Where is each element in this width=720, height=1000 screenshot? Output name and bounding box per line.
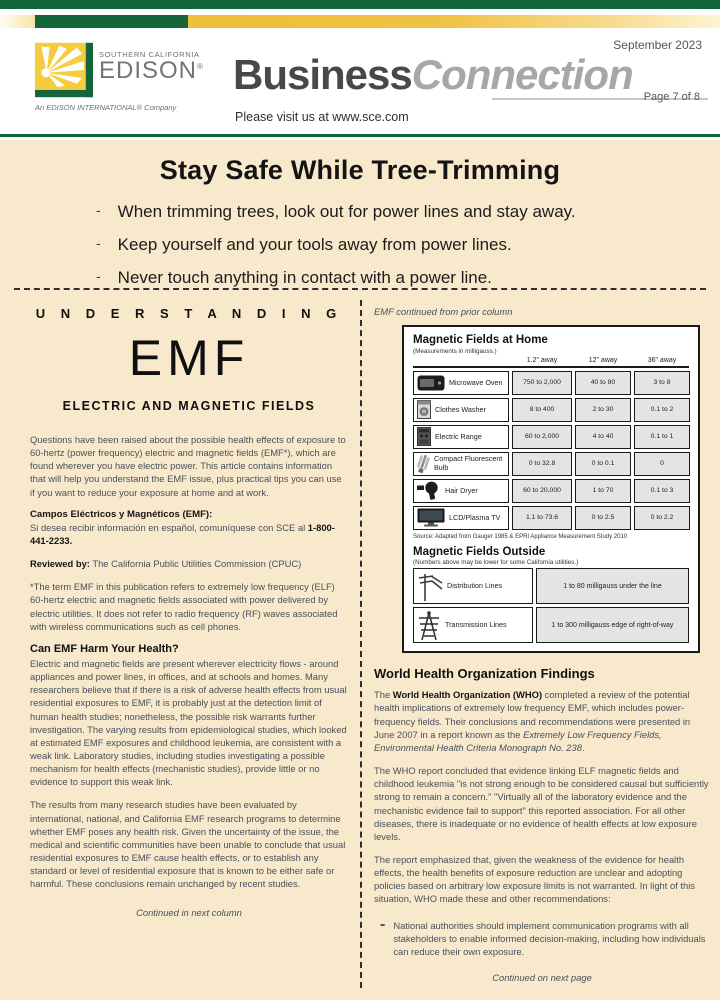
table-value: 0 to 0.1 bbox=[575, 452, 631, 476]
home-table-subtitle: (Measurements in milligauss.) bbox=[413, 347, 497, 355]
table-row-label bbox=[413, 506, 509, 530]
reviewed-by-line bbox=[30, 557, 348, 570]
cfl-bulb-icon bbox=[417, 454, 430, 474]
logo-text-edison bbox=[99, 59, 204, 83]
appliance-label: Microwave Oven bbox=[449, 377, 503, 387]
spanish-phone: 1-800-441-2233. bbox=[30, 521, 335, 546]
table-value: 60 to 20,000 bbox=[512, 479, 572, 503]
safety-bullet bbox=[96, 268, 720, 288]
spanish-body: Si desea recibir información en español, comuníquese con SCE al bbox=[30, 521, 308, 533]
sce-sunburst-icon bbox=[35, 42, 93, 98]
reviewed-by-body: The California Public Utilities Commission (CPUC) bbox=[89, 558, 302, 570]
who-recommendation-bullet bbox=[380, 916, 710, 958]
visit-url[interactable]: Please visit us at www.sce.com bbox=[235, 110, 409, 124]
emf-title: EMF bbox=[128, 330, 250, 386]
who-paragraph-3: The report emphasized that, given the weakness of the evidence for health effects, the health benefits of exposure reduction are unclear and adopting policies based on arbitrary low exposure limits is not warranted. In light of this situation, WHO made these and other recommendations: bbox=[374, 854, 695, 905]
masthead-connection: Connection bbox=[411, 51, 633, 98]
table-row-label bbox=[413, 398, 509, 422]
table-value: 60 to 2,000 bbox=[512, 425, 572, 449]
column-header: 12" away bbox=[588, 356, 618, 364]
table-value: 0 bbox=[634, 452, 690, 476]
masthead-business: Business bbox=[233, 51, 412, 98]
gold-accent-bar bbox=[0, 15, 720, 28]
table-value: 4 to 40 bbox=[575, 425, 631, 449]
table-value: 0.1 to 1 bbox=[634, 425, 690, 449]
safety-bullet-text: - Never touch anything in contact with a power line. bbox=[117, 268, 492, 287]
hair-dryer-icon bbox=[417, 481, 441, 500]
masthead-title bbox=[233, 51, 633, 98]
clothes-washer-icon bbox=[417, 400, 431, 419]
who-findings-heading: World Health Organization Findings bbox=[374, 666, 595, 682]
continued-from-note: EMF continued from prior column bbox=[374, 306, 513, 317]
appliance-label: Clothes Washer bbox=[435, 404, 486, 414]
appliance-label: Electric Range bbox=[435, 431, 482, 441]
table-row-label bbox=[413, 371, 509, 395]
health-paragraph-1: Electric and magnetic fields are present wherever electricity flows - around appliances and power lines, in offices, and at schools and homes. Many researchers believe that if there is a risk of adverse health effects from usual residential exposures to EMF, it is probably just at the detection limit of human health studies; nonetheless, the possible risk warrants further investigation. The varying results from epidemiological studies, which looked at estimated EMF exposures and childhood leukemia, are consistent with a weak link. Laboratory studies, including studies investigating a possible mechanism for health effects (mechanistic studies), provide little or no evidence to support this weak link. bbox=[30, 657, 347, 788]
who-p1-mid: completed a review of the potential health implications of extremely low frequency EMF, which includes power-frequency fields. Their conclusions and recommendations were presented in June 2007 in a report known as the bbox=[374, 689, 691, 740]
table-value: 1.1 to 73.6 bbox=[512, 506, 572, 530]
logo-tagline: An EDISON INTERNATIONAL® Company bbox=[35, 103, 177, 112]
logo-text-southern-california: SOUTHERN CALIFORNIA bbox=[99, 50, 200, 59]
table-row-label bbox=[413, 607, 533, 643]
left-column bbox=[30, 306, 348, 918]
line-type-label: Transmission Lines bbox=[445, 620, 507, 630]
table-value: 1 to 80 milligauss under the line bbox=[536, 568, 689, 604]
outside-table-subtitle: (Numbers above may be lower for some California utilities.) bbox=[413, 559, 579, 567]
appliance-label: LCD/Plasma TV bbox=[449, 512, 501, 522]
table-source-note: Source: Adapted from Gauger 1985 & EPRI Appliance Measurement Study 2010 bbox=[413, 533, 628, 540]
horizontal-divider bbox=[14, 288, 706, 290]
table-value: 0.1 to 3 bbox=[634, 479, 690, 503]
right-column bbox=[374, 306, 710, 983]
table-value: 0 to 2.5 bbox=[575, 506, 631, 530]
logo-edison-word: EDISON bbox=[99, 57, 198, 84]
spanish-heading: Campos Eléctricos y Magnéticos (EMF): bbox=[30, 508, 213, 520]
table-value: 1 to 300 milligauss edge of right-of-way bbox=[536, 607, 689, 643]
emf-subtitle: ELECTRIC AND MAGNETIC FIELDS bbox=[62, 399, 316, 413]
continued-next-page-note: Continued on next page bbox=[492, 972, 592, 984]
emf-footnote: *The term EMF in this publication refers to extremely low frequency (ELF) 60-hertz electric and magnetic fields associated with power delivered by electric utilities. It does not refer to radio frequency (RF) waves associated with wireless communications such as cell phones. bbox=[30, 581, 338, 632]
microwave-icon bbox=[417, 375, 445, 391]
table-value: 2 to 30 bbox=[575, 398, 631, 422]
distribution-lines-icon bbox=[417, 571, 443, 601]
who-p1-lead: The bbox=[374, 689, 393, 701]
lcd-tv-icon bbox=[417, 508, 445, 527]
transmission-lines-icon bbox=[417, 610, 441, 640]
table-value: 1 to 70 bbox=[575, 479, 631, 503]
appliance-label: Compact Fluorescent Bulb bbox=[434, 454, 503, 472]
can-emf-harm-heading: Can EMF Harm Your Health? bbox=[30, 642, 179, 655]
safety-bullet-text: - When trimming trees, look out for power lines and stay away. bbox=[117, 202, 576, 221]
magnetic-fields-table bbox=[402, 325, 700, 653]
outside-table-body bbox=[413, 568, 689, 643]
table-row-label bbox=[413, 452, 509, 476]
table-value: 0.1 to 2 bbox=[634, 398, 690, 422]
appliance-label: Hair Dryer bbox=[445, 485, 478, 495]
home-table-body bbox=[413, 371, 689, 530]
safety-bullet-list bbox=[96, 202, 720, 288]
table-value: 8 to 400 bbox=[512, 398, 572, 422]
table-value: 3 to 8 bbox=[634, 371, 690, 395]
emf-kicker: U N D E R S T A N D I N G bbox=[35, 306, 343, 321]
spanish-paragraph bbox=[30, 521, 348, 547]
who-paragraph-2: The WHO report concluded that evidence linking ELF magnetic fields and childhood leukemia "is not strong enough to be considered causal but sufficiently strong to remain a concern." "Virtually all of the laboratory evidence and the mechanistic evidence fail to support" this reported association. For all other diseases, there is inadequate or no evidence of health effects at low exposure levels. bbox=[374, 765, 709, 842]
continued-next-column-note: Continued in next column bbox=[136, 906, 242, 918]
who-report-title: Extremely Low Frequency Fields, Environmental Health Criteria Monograph No. 238 bbox=[374, 728, 662, 753]
health-paragraph-2: The results from many research studies have been evaluated by international, national, and California EMF research programs to determine whether EMF poses any health risk. Given the uncertainty of the issue, the medical and scientific communities have been unable to conclude that usual residential exposures to EMF cause health effects, or to establish any standard or level of residential exposure that is known to be either safe or harmful. These conclusions remain unchanged by recent studies. bbox=[30, 799, 346, 890]
table-row-label bbox=[413, 479, 509, 503]
home-table-header-row bbox=[413, 357, 689, 368]
home-table-title: Magnetic Fields at Home bbox=[413, 334, 548, 346]
column-header: 36" away bbox=[647, 356, 677, 364]
column-header: 1.2" away bbox=[526, 356, 558, 364]
sce-logo bbox=[35, 42, 225, 112]
who-paragraph-1 bbox=[374, 688, 710, 754]
emf-intro-paragraph: Questions have been raised about the possible health effects of exposure to 60-hertz (power frequency) electric and magnetic fields (EMF*), which are found wherever you have electric power. This article contains information that will help you understand the EMF issue, plus practical tips you can use if you want to reduce your exposure at home and at work. bbox=[30, 434, 346, 498]
green-accent-segment bbox=[35, 15, 188, 28]
table-value: 40 to 80 bbox=[575, 371, 631, 395]
page-number: Page 7 of 8 bbox=[643, 91, 700, 103]
safety-article-title: Stay Safe While Tree-Trimming bbox=[159, 155, 561, 185]
reviewed-by-label: Reviewed by: bbox=[30, 558, 90, 570]
page-content bbox=[0, 140, 720, 1000]
table-value: 0 to 32.8 bbox=[512, 452, 572, 476]
registered-mark: ® bbox=[197, 62, 204, 71]
who-p1-bold: World Health Organization (WHO) bbox=[392, 689, 543, 701]
table-value: 750 to 2,000 bbox=[512, 371, 572, 395]
who-recommendation-text: - National authorities should implement communication programs with all stakeholders to enable informed decision-making, including how individuals can reduce their own exposure. bbox=[393, 919, 706, 957]
safety-bullet bbox=[96, 235, 720, 255]
line-type-label: Distribution Lines bbox=[447, 581, 503, 591]
table-row-label bbox=[413, 425, 509, 449]
who-p1-end: . bbox=[581, 741, 585, 753]
newsletter-header bbox=[0, 28, 720, 137]
column-divider bbox=[360, 300, 362, 988]
table-row-label bbox=[413, 568, 533, 604]
safety-bullet bbox=[96, 202, 720, 222]
outside-table-title: Magnetic Fields Outside bbox=[413, 545, 546, 558]
top-accent-bar bbox=[0, 0, 720, 9]
electric-range-icon bbox=[417, 427, 431, 446]
issue-date: September 2023 bbox=[613, 38, 702, 52]
table-value: 0 to 2.2 bbox=[634, 506, 690, 530]
safety-bullet-text: - Keep yourself and your tools away from power lines. bbox=[117, 235, 512, 254]
